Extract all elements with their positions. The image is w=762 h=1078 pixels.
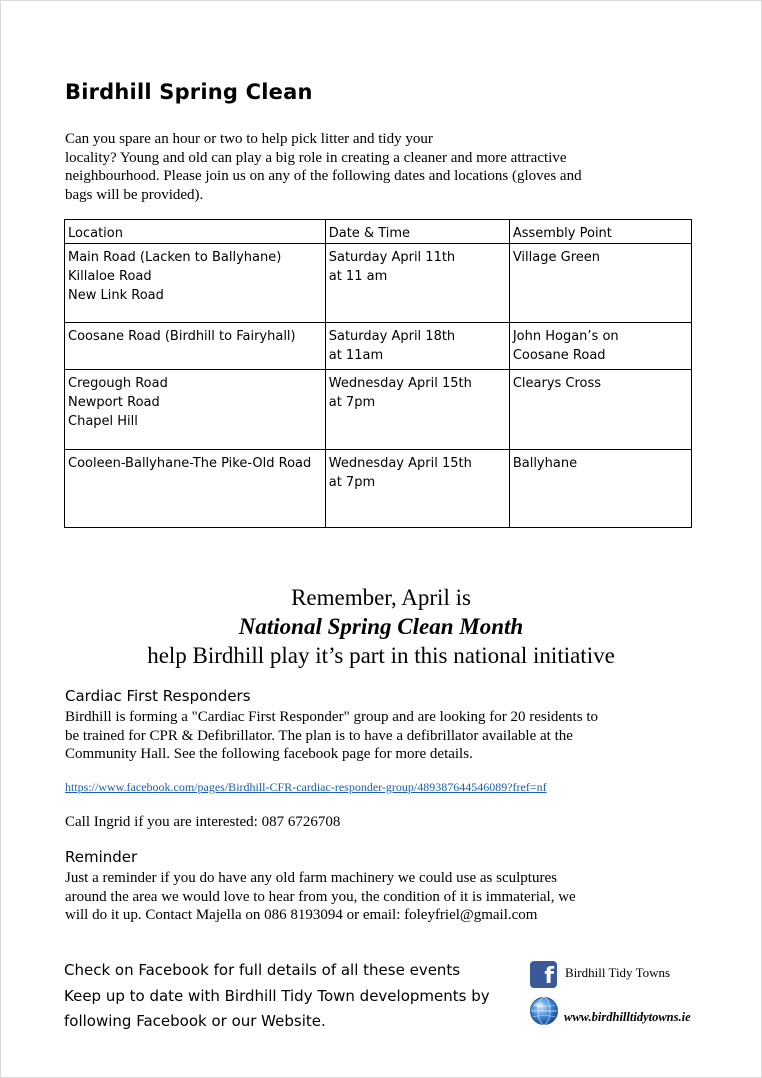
location-line: New Link Road [68,288,164,303]
assembly-line: Clearys Cross [512,376,602,391]
date-line: Saturday April 11th [328,250,456,265]
assembly-point-cell [509,450,691,528]
location-cell [65,370,326,450]
time-line: at 11am [328,348,384,363]
cfr-heading: Cardiac First Responders [65,687,251,705]
assembly-line: Coosane Road [512,348,606,363]
table-header-row [65,220,692,244]
footer-line: Keep up to date with Birdhill Tidy Town developments by [64,986,490,1005]
reminder-paragraph [65,869,715,925]
location-line: Main Road (Lacken to Ballyhane) [68,250,282,265]
assembly-point-cell [509,244,691,323]
date-time-cell [325,450,509,528]
intro-line: Can you spare an hour or two to help pick litter and tidy your [65,131,433,147]
location-line: Coosane Road (Birdhill to Fairyhall) [68,329,296,344]
footer-line: Check on Facebook for full details of all these events [64,961,461,979]
assembly-point-cell [509,323,691,370]
time-line: at 7pm [328,475,376,490]
date-line: Wednesday April 15th [328,456,472,471]
assembly-line: Ballyhane [512,456,578,471]
page-title: Birdhill Spring Clean [65,80,313,104]
cfr-line: be trained for CPR & Defibrillator. The plan is to have a defibrillator available at the [65,727,573,744]
date-line: Saturday April 18th [328,329,456,344]
facebook-label[interactable]: Birdhill Tidy Towns [565,965,671,980]
time-line: at 7pm [328,395,376,410]
location-cell [65,323,326,370]
reminder-line: will do it up. Contact Majella on 086 8193094 or email: foleyfriel@gmail.com [65,907,538,923]
footer-text [64,958,490,1035]
date-line: Wednesday April 15th [328,376,472,391]
intro-line: neighbourhood. Please join us on any of the following dates and locations (gloves and [65,168,582,184]
location-line: Chapel Hill [68,414,138,429]
location-line: Killaloe Road [68,269,152,284]
table-row [65,323,692,370]
cfr-contact: Call Ingrid if you are interested: 087 6726708 [65,814,341,830]
cfr-paragraph [65,708,715,764]
reminder-heading: Reminder [65,848,138,866]
cfr-line: Community Hall. See the following facebook page for more details. [65,746,473,762]
schedule-table [64,219,692,528]
globe-icon[interactable] [529,996,559,1026]
cfr-line: Birdhill is forming a "Cardiac First Responder" group and are looking for 20 residents to [65,709,598,725]
location-line: Cooleen-Ballyhane-The Pike-Old Road [68,456,312,471]
website-label[interactable]: www.birdhilltidytowns.ie [564,1010,691,1024]
intro-paragraph [65,130,705,204]
facebook-cfr-link[interactable]: https://www.facebook.com/pages/Birdhill-CFR-cardiac-responder-group/489387644546089?fref=nf [65,780,547,794]
reminder-line: Just a reminder if you do have any old farm machinery we could use as sculptures [65,870,557,886]
time-line: at 11 am [328,269,388,284]
date-time-cell [325,370,509,450]
table-row [65,450,692,528]
facebook-icon[interactable]: f [530,961,557,988]
table-row [65,244,692,323]
assembly-line: John Hogan’s on [512,329,619,344]
intro-line: locality? Young and old can play a big role in creating a cleaner and more attractive [65,149,567,166]
remember-banner [0,583,762,670]
remember-line: help Birdhill play it’s part in this national initiative [147,643,615,668]
location-line: Newport Road [68,395,160,410]
assembly-point-cell [509,370,691,450]
footer-line: following Facebook or our Website. [64,1012,326,1030]
location-cell [65,244,326,323]
remember-emphasis: National Spring Clean Month [238,614,524,639]
location-cell [65,450,326,528]
date-time-cell [325,323,509,370]
date-time-cell [325,244,509,323]
header-date-time: Date & Time [325,220,509,244]
assembly-line: Village Green [512,250,600,265]
reminder-line: around the area we would love to hear from you, the condition of it is immaterial, we [65,888,576,905]
header-assembly-point: Assembly Point [509,220,691,244]
location-line: Cregough Road [68,376,168,391]
table-row [65,370,692,450]
remember-line: Remember, April is [291,585,471,610]
header-location: Location [65,220,326,244]
intro-line: bags will be provided). [65,186,204,203]
